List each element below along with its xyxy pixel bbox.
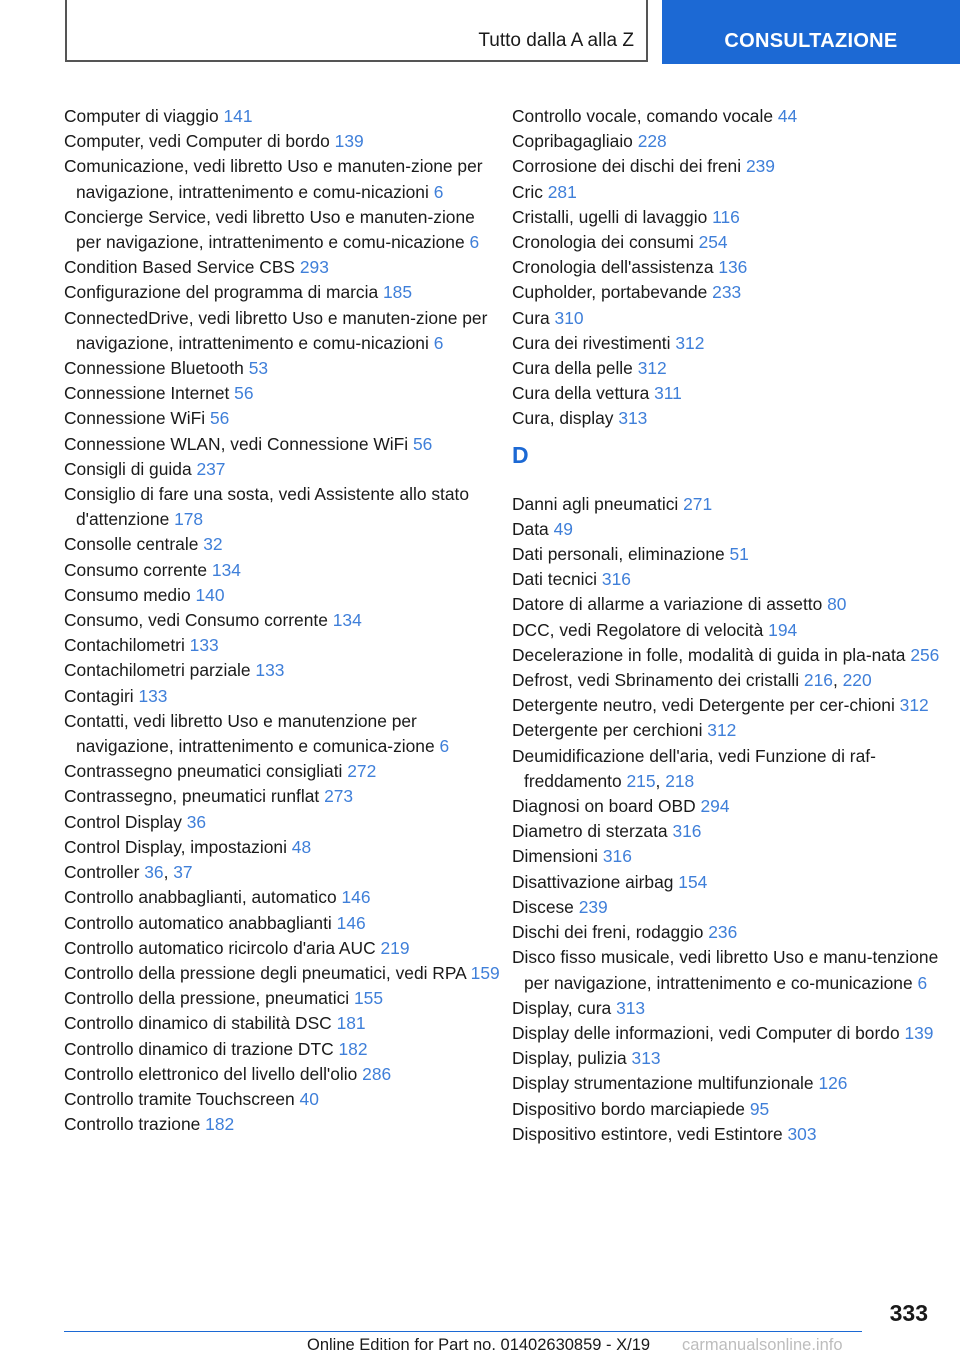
index-entry-text: Cronologia dell'assistenza — [512, 257, 714, 278]
page-reference-link[interactable]: 194 — [768, 619, 798, 640]
index-entry: Controller 36, 37 — [64, 862, 193, 883]
index-entry — [512, 517, 952, 542]
page-reference-link[interactable]: 313 — [631, 1048, 661, 1069]
page-reference-link[interactable]: 236 — [708, 922, 738, 943]
page-reference-link[interactable]: 154 — [678, 871, 708, 892]
index-entry — [512, 1071, 952, 1096]
page-reference-link[interactable]: 272 — [347, 761, 377, 782]
page-reference-link[interactable]: 281 — [547, 181, 577, 202]
index-entry — [512, 592, 952, 617]
index-entry — [512, 230, 952, 255]
index-entry-text: Cura dei rivestimenti — [512, 332, 671, 353]
page-reference-link[interactable]: 185 — [383, 282, 413, 303]
index-entry — [64, 432, 504, 457]
index-entry-text: Cura della pelle — [512, 358, 633, 379]
page-reference-link[interactable]: 56 — [412, 433, 433, 454]
index-entry — [64, 835, 504, 860]
page-reference-link[interactable]: 133 — [255, 660, 285, 681]
page-reference-link[interactable]: 53 — [248, 358, 269, 379]
page-reference-link[interactable]: 139 — [334, 131, 364, 152]
page-reference-link[interactable]: 237 — [196, 458, 226, 479]
index-entry — [64, 154, 504, 204]
index-entry-text: Danni agli pneumatici — [512, 493, 679, 514]
index-entry-text: Deumidificazione dell'aria, vedi Funzione di raf-freddamento — [512, 745, 876, 791]
index-entry-text: Display delle informazioni, vedi Computer di bordo — [512, 1022, 900, 1043]
index-entry — [512, 844, 952, 869]
index-entry-text: Dispositivo estintore, vedi Estintore — [512, 1123, 783, 1144]
index-entry — [512, 356, 952, 381]
page-reference-link[interactable]: 6 — [439, 736, 450, 757]
page-reference-link[interactable]: 6 — [433, 332, 444, 353]
page-reference-link[interactable]: 146 — [336, 912, 366, 933]
index-entry — [64, 885, 504, 910]
page-reference-link[interactable]: 286 — [362, 1063, 392, 1084]
index-entry-text: Detergente per cerchioni — [512, 720, 703, 741]
page-reference-link[interactable]: 303 — [787, 1123, 817, 1144]
index-letter-heading: D — [512, 441, 529, 468]
page-reference-link[interactable]: 95 — [749, 1098, 770, 1119]
index-entry — [64, 658, 504, 683]
page-reference-link[interactable]: 134 — [332, 610, 362, 631]
index-entry — [64, 608, 504, 633]
index-entry — [512, 331, 952, 356]
index-entry-text: Dati tecnici — [512, 569, 598, 590]
page-reference-link[interactable]: 133 — [189, 635, 219, 656]
page-reference-link[interactable]: 6 — [469, 232, 480, 253]
index-entry — [64, 961, 504, 986]
footer-watermark: carmanualsonline.info — [682, 1336, 843, 1354]
index-entry-text: Data — [512, 518, 549, 539]
index-entry-text: Consolle centrale — [64, 534, 199, 555]
index-entry — [64, 784, 504, 809]
index-entry — [512, 205, 952, 230]
index-entry-text: Controller — [64, 862, 140, 883]
index-entry-text: Display, cura — [512, 997, 612, 1018]
index-entry — [64, 1087, 504, 1112]
index-entry — [512, 718, 952, 743]
index-entry — [512, 618, 952, 643]
page-reference-link[interactable]: 254 — [698, 232, 728, 253]
index-entry-text: Controllo vocale, comando vocale — [512, 106, 774, 126]
index-entry-text: Cronologia dei consumi — [512, 232, 694, 253]
page-reference-link[interactable]: 182 — [205, 1114, 235, 1135]
index-entry — [512, 542, 952, 567]
index-entry-text: DCC, vedi Regolatore di velocità — [512, 619, 764, 640]
page-reference-link[interactable]: 116 — [712, 206, 740, 227]
index-entry — [64, 356, 504, 381]
index-entry-text: Decelerazione in folle, modalità di guida in pla-nata — [512, 644, 906, 665]
index-entry — [64, 129, 504, 154]
index-entry-text: Controllo tramite Touchscreen — [64, 1088, 295, 1109]
index-entry-text: Controllo trazione — [64, 1114, 201, 1135]
index-entry — [64, 457, 504, 482]
index-entry — [64, 633, 504, 658]
page-reference-link[interactable]: 139 — [904, 1022, 934, 1043]
page-reference-link[interactable]: 37 — [173, 862, 193, 883]
page-reference-link[interactable]: 312 — [637, 358, 667, 379]
page-reference-link[interactable]: 49 — [553, 518, 573, 539]
footer-rule — [64, 1331, 862, 1332]
page-reference-link[interactable]: 294 — [700, 796, 730, 817]
page-reference-link[interactable]: 40 — [299, 1088, 319, 1109]
page-reference-link[interactable]: 313 — [618, 408, 648, 429]
page-reference-link[interactable]: 233 — [712, 282, 742, 303]
page-reference-link[interactable]: 133 — [138, 685, 168, 706]
index-entry-text: Consumo medio — [64, 584, 191, 605]
index-entry-text: Configurazione del programma di marcia — [64, 282, 379, 303]
index-entry — [512, 180, 952, 205]
page-reference-link[interactable]: 220 — [842, 670, 872, 691]
page-reference-link[interactable]: 32 — [203, 534, 223, 555]
page-reference-link[interactable]: 36 — [186, 811, 207, 832]
index-entry: Deumidificazione dell'aria, vedi Funzione di raf-freddamento 215, 218 — [512, 745, 876, 791]
index-entry-text: Consigli di guida — [64, 458, 192, 479]
index-entry-text: Cric — [512, 181, 543, 202]
index-entry-text: Controllo elettronico del livello dell'olio — [64, 1063, 358, 1084]
page-reference-link[interactable]: 312 — [707, 720, 737, 741]
index-entry — [512, 129, 952, 154]
index-entry — [64, 1112, 504, 1137]
index-entry — [512, 1046, 952, 1071]
index-entry-text: Contrassegno pneumatici consigliati — [64, 761, 343, 782]
page-reference-link[interactable]: 313 — [616, 997, 646, 1018]
page-reference-link[interactable]: 182 — [338, 1038, 368, 1059]
page-reference-link[interactable]: 316 — [672, 821, 702, 842]
index-entry-text: Controllo dinamico di stabilità DSC — [64, 1013, 332, 1034]
index-entry-text: Control Display, impostazioni — [64, 836, 287, 857]
index-entry — [64, 381, 504, 406]
index-entry — [512, 643, 952, 668]
index-entry — [512, 567, 952, 592]
page-number: 333 — [889, 1300, 928, 1326]
index-entry-text: Disco fisso musicale, vedi libretto Uso e manu-tenzione per navigazione, intrattenimento e co-municazione — [512, 947, 939, 993]
index-entry-text: Control Display — [64, 811, 182, 832]
index-entry — [64, 684, 504, 709]
index-entry — [512, 306, 952, 331]
index-entry — [512, 492, 952, 517]
index-entry — [64, 280, 504, 305]
page-reference-link[interactable]: 56 — [234, 383, 254, 404]
index-entry — [64, 205, 504, 255]
footer-edition: Online Edition for Part no. 01402630859 - X/19 — [307, 1336, 651, 1354]
index-entry — [64, 482, 504, 532]
page-reference-link[interactable]: 311 — [654, 383, 682, 404]
index-entry-text: Connessione Internet — [64, 383, 230, 404]
page-reference-link[interactable]: 178 — [174, 509, 204, 530]
page-reference-link[interactable]: 146 — [341, 887, 371, 908]
index-entry — [64, 936, 504, 961]
index-entry-text: Dati personali, eliminazione — [512, 544, 725, 565]
index-entry — [64, 306, 504, 356]
index-entry — [512, 104, 952, 129]
page-reference-link[interactable]: 310 — [554, 307, 584, 328]
header-section-tab — [662, 0, 960, 64]
index-entry — [64, 1037, 504, 1062]
index-entry — [512, 895, 952, 920]
index-entry-text: Connessione Bluetooth — [64, 358, 244, 379]
index-entry-text: Computer, vedi Computer di bordo — [64, 131, 330, 152]
index-entry — [512, 794, 952, 819]
header-title-box — [65, 0, 648, 62]
page-reference-link[interactable]: 316 — [601, 569, 631, 590]
index-entry-text: Consumo corrente — [64, 559, 208, 580]
page-reference-link[interactable]: 56 — [209, 408, 230, 429]
page-reference-link[interactable]: 228 — [637, 131, 667, 152]
page-reference-link[interactable]: 273 — [324, 786, 354, 807]
index-entry-text: ConnectedDrive, vedi libretto Uso e manuten-zione per navigazione, intrattenimento e comu-nicazioni — [64, 307, 488, 353]
index-entry — [512, 381, 952, 406]
index-entry — [64, 810, 504, 835]
index-entry-text: Diagnosi on board OBD — [512, 796, 696, 817]
index-entry-text: Controllo della pressione degli pneumatici, vedi RPA — [64, 962, 466, 983]
page-reference-link[interactable]: 219 — [380, 937, 410, 958]
index-entry — [512, 280, 952, 305]
index-entry-text: Contatti, vedi libretto Uso e manutenzione per navigazione, intrattenimento e comunica-zione — [64, 710, 435, 757]
index-entry — [512, 945, 952, 995]
index-entry — [512, 1122, 952, 1147]
index-entry — [64, 104, 504, 129]
index-entry — [64, 583, 504, 608]
page-reference-link[interactable]: 134 — [211, 559, 241, 580]
page-reference-link[interactable]: 155 — [354, 988, 384, 1009]
page-reference-link[interactable]: 6 — [917, 972, 928, 993]
index-entry — [512, 693, 952, 718]
page-reference-link[interactable]: 141 — [223, 106, 253, 126]
index-entry-text: Consiglio di fare una sosta, vedi Assistente allo stato d'attenzione — [64, 484, 470, 530]
index-entry — [512, 996, 952, 1021]
index-entry — [512, 1021, 952, 1046]
page-reference-link[interactable]: 181 — [336, 1013, 366, 1034]
index-entry-text: Comunicazione, vedi libretto Uso e manuten-zione per navigazione, intrattenimento e comu-nicazioni — [64, 156, 483, 202]
page-reference-link[interactable]: 48 — [291, 836, 312, 857]
index-entry-text: Controllo automatico anabbaglianti — [64, 912, 332, 933]
index-entry-text: Copribagagliaio — [512, 131, 633, 152]
page-reference-link[interactable]: 36 — [144, 862, 164, 883]
page-reference-link[interactable]: 293 — [299, 257, 329, 278]
index-entry — [64, 532, 504, 557]
index-entry — [512, 1097, 952, 1122]
index-entry-text: Contachilometri — [64, 635, 185, 656]
page-reference-link[interactable]: 44 — [777, 106, 798, 126]
header-section-label: CONSULTAZIONE — [724, 30, 898, 52]
index-entry-text: Dispositivo bordo marciapiede — [512, 1098, 745, 1119]
page-reference-link[interactable]: 218 — [665, 770, 695, 791]
index-entry — [512, 870, 952, 895]
index-entry-text: Computer di viaggio — [64, 106, 219, 126]
page-reference-link[interactable]: 136 — [718, 257, 748, 278]
index-entry — [64, 1062, 504, 1087]
index-entry-text: Controllo anabbaglianti, automatico — [64, 887, 337, 908]
index-entry-text: Controllo dinamico di trazione DTC — [64, 1038, 334, 1059]
index-column-right — [512, 104, 952, 1147]
index-entry-text: Dischi dei freni, rodaggio — [512, 922, 704, 943]
index-entry — [64, 406, 504, 431]
page-reference-link[interactable]: 312 — [675, 332, 705, 353]
index-entry-text: Connessione WiFi — [64, 408, 206, 429]
index-entry-text: Corrosione dei dischi dei freni — [512, 156, 742, 177]
index-entry-text: Connessione WLAN, vedi Connessione WiFi — [64, 433, 409, 454]
page-reference-link[interactable]: 216 — [803, 670, 833, 691]
page-reference-link[interactable]: 51 — [729, 544, 749, 565]
index-entry — [512, 406, 952, 431]
index-entry-text: Datore di allarme a variazione di assetto — [512, 594, 823, 615]
index-entry-text: Contachilometri parziale — [64, 660, 251, 681]
index-entry — [64, 1011, 504, 1036]
page-reference-link[interactable]: 80 — [827, 594, 847, 615]
index-entry-text: Diametro di sterzata — [512, 821, 668, 842]
page-reference-link[interactable]: 239 — [745, 156, 775, 177]
index-entry-text: Dimensioni — [512, 846, 599, 867]
index-entry-text: Contagiri — [64, 685, 134, 706]
index-entry-text: Disattivazione airbag — [512, 871, 674, 892]
index-entry — [64, 709, 504, 759]
page-reference-link[interactable]: 271 — [683, 493, 713, 514]
index-entry-text: Display strumentazione multifunzionale — [512, 1073, 814, 1094]
index-entry-text: Defrost, vedi Sbrinamento dei cristalli — [512, 670, 800, 691]
index-entry — [64, 759, 504, 784]
page-reference-link[interactable]: 126 — [818, 1073, 848, 1094]
index-entry — [64, 911, 504, 936]
index-entry-text: Concierge Service, vedi libretto Uso e manuten-zione per navigazione, intrattenimento e comu-nicazione — [64, 206, 475, 253]
index-entry-text: Detergente neutro, vedi Detergente per cer-chioni — [512, 695, 895, 716]
page-reference-link[interactable]: 215 — [626, 770, 656, 791]
page-reference-link[interactable]: 256 — [910, 644, 940, 665]
index-entry — [64, 558, 504, 583]
index-entry — [64, 255, 504, 280]
page-reference-link[interactable]: 312 — [899, 695, 929, 716]
page-reference-link[interactable]: 159 — [470, 962, 500, 983]
index-entry-text: Controllo automatico ricircolo d'aria AUC — [64, 937, 376, 958]
index-entry — [64, 986, 504, 1011]
index-entry-text: Cupholder, portabevande — [512, 282, 708, 303]
header-title: Tutto dalla A alla Z — [478, 30, 634, 51]
index-entry-text: Condition Based Service CBS — [64, 257, 296, 278]
index-entry — [512, 255, 952, 280]
index-entry-text: Cura — [512, 307, 550, 328]
index-entry-text: Controllo della pressione, pneumatici — [64, 988, 350, 1009]
index-entry-text: Cura, display — [512, 408, 614, 429]
index-entry-text: Cristalli, ugelli di lavaggio — [512, 206, 708, 227]
index-column-left — [64, 104, 504, 1137]
index-entry-text: Consumo, vedi Consumo corrente — [64, 610, 328, 631]
index-entry — [512, 819, 952, 844]
index-entry — [512, 154, 952, 179]
page-reference-link[interactable]: 6 — [433, 181, 444, 202]
index-entry — [512, 920, 952, 945]
index-entry-text: Discese — [512, 896, 574, 917]
index-entry: Defrost, vedi Sbrinamento dei cristalli 216, 220 — [512, 670, 872, 691]
page-reference-link[interactable]: 239 — [578, 896, 608, 917]
index-entry-text: Display, pulizia — [512, 1048, 627, 1069]
page-reference-link[interactable]: 140 — [195, 584, 225, 605]
index-entry-text: Contrassegno, pneumatici runflat — [64, 786, 320, 807]
index-entry-text: Cura della vettura — [512, 383, 650, 404]
page-reference-link[interactable]: 316 — [602, 846, 632, 867]
